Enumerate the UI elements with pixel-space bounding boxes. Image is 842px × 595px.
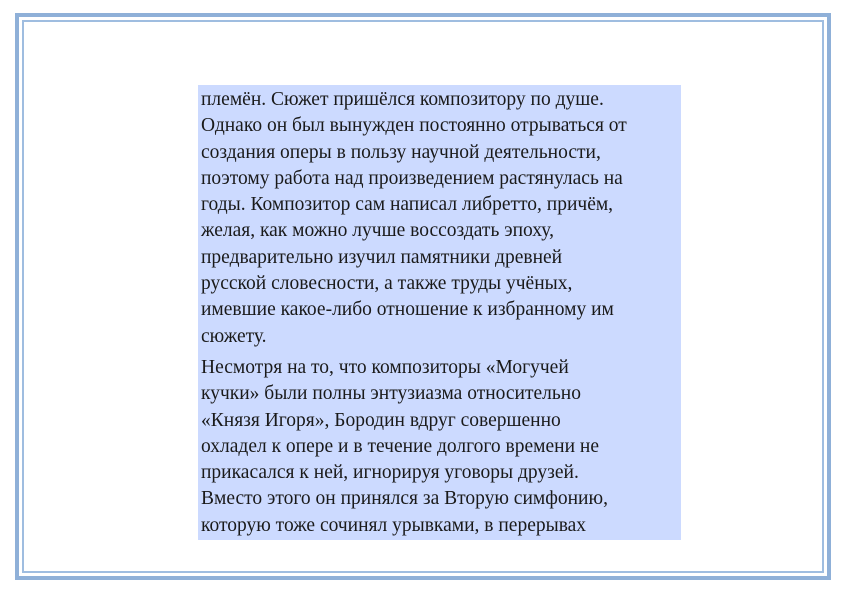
paragraph-2: Несмотря на то, что композиторы «Могучей кучки» были полны энтузиазма относительно «Князя Игоря», Бородин вдруг совершенно охладел к опере и в течение долгого времени не прикасался к ней, игнорируя уговоры друзей. Вместо этого он принялся за Вторую симфонию, которую тоже сочинял урывками, в перерывах bbox=[201, 356, 608, 536]
paragraph-1: племён. Сюжет пришёлся композитору по душе. Однако он был вынужден постоянно отрываться от создания оперы в пользу научной деятельности, поэтому работа над произведением растянулась на годы. Композитор сам написал либретто, причём, желая, как можно лучше воссоздать эпоху, предварительно изучил памятники древней русской словесности, а также труды учёных, имевшие какое-либо отношение к избранному им сюжету. bbox=[201, 89, 627, 347]
text-box[interactable] bbox=[198, 85, 681, 540]
